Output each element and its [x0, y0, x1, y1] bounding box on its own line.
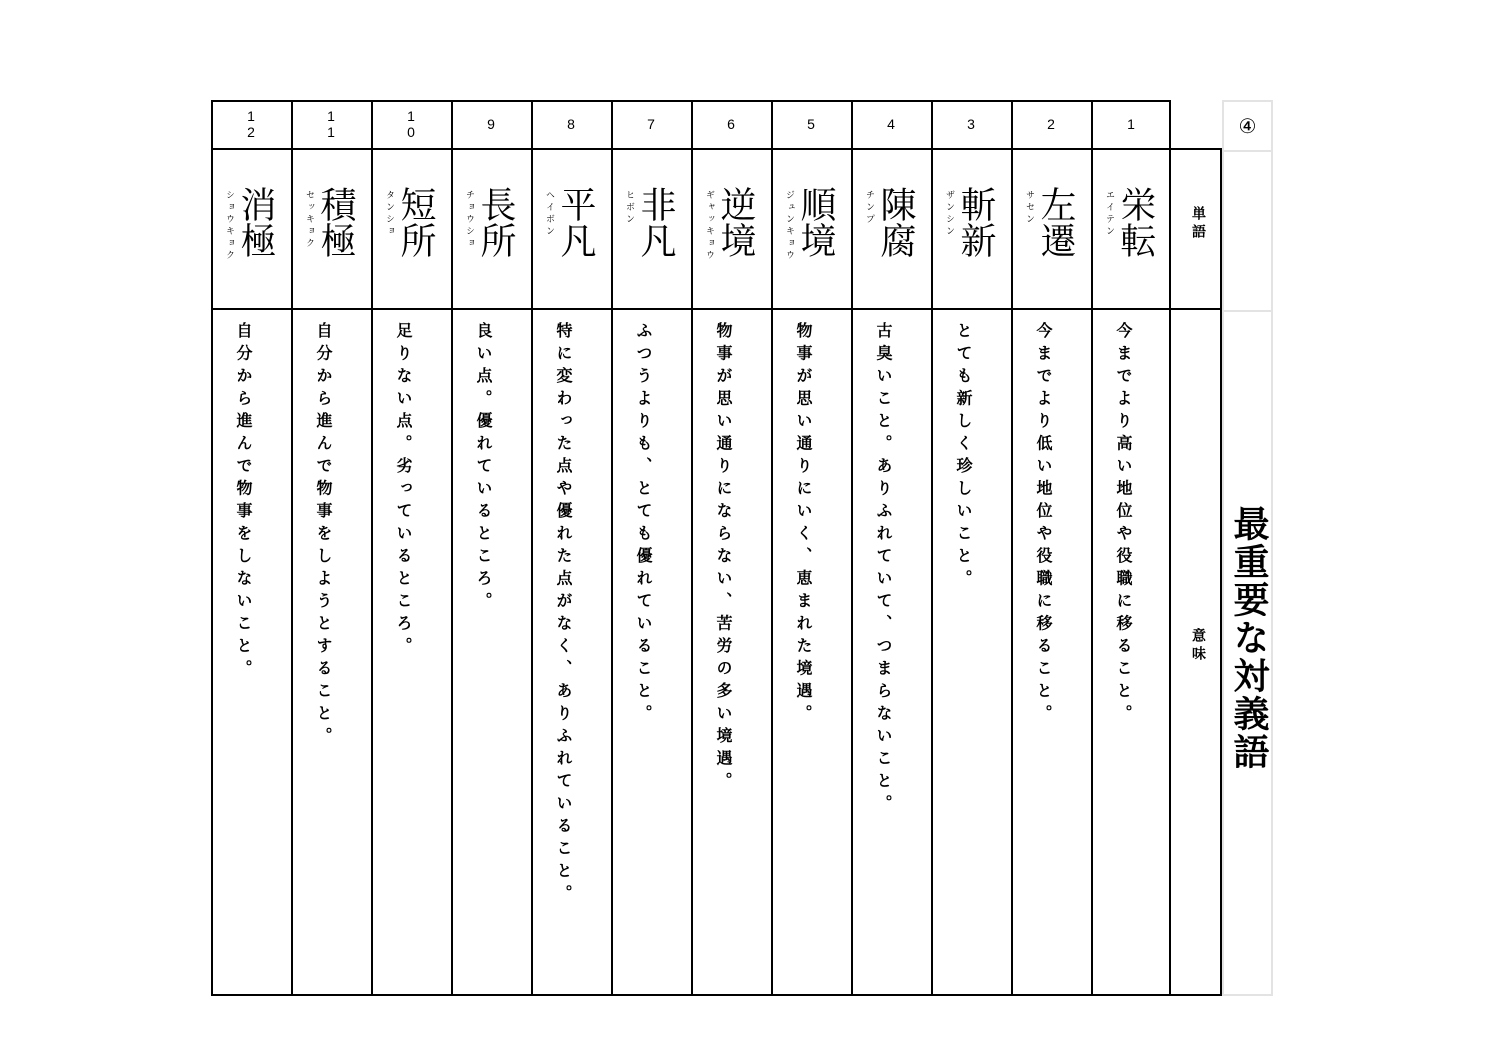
entry-reading: エイテン — [1104, 190, 1114, 238]
entry-reading: タンショ — [384, 190, 394, 238]
entry-column-11 — [291, 100, 371, 996]
grid-line — [931, 100, 933, 996]
entry-reading: ザンシン — [944, 190, 954, 238]
entry-kanji: 非凡 — [635, 186, 676, 258]
entry-number: 12 — [243, 108, 259, 140]
entry-meaning: 特に変わった点や優れた点がなく、ありふれていること。 — [554, 322, 573, 907]
entry-word-cell — [1011, 148, 1091, 310]
entry-word-cell — [931, 148, 1011, 310]
label-column — [1171, 100, 1222, 996]
entry-meaning-cell — [771, 310, 851, 996]
grid-line — [211, 100, 213, 996]
grid-line — [691, 100, 693, 996]
entry-meaning-cell — [291, 310, 371, 996]
entry-column-6 — [691, 100, 771, 996]
entry-column-9 — [451, 100, 531, 996]
entry-number-cell — [451, 100, 531, 148]
entry-meaning-cell — [451, 310, 531, 996]
entry-word-cell — [771, 148, 851, 310]
entry-word-cell — [851, 148, 931, 310]
grid-line — [451, 100, 453, 996]
entry-column-5 — [771, 100, 851, 996]
entry-number: 6 — [723, 116, 739, 132]
entry-reading: サセン — [1024, 190, 1034, 226]
entry-number-cell — [851, 100, 931, 148]
grid-line — [1091, 100, 1093, 996]
entry-meaning: 物事が思い通りにいく、恵まれた境遇。 — [794, 322, 813, 727]
entry-number-cell — [1091, 100, 1171, 148]
entry-kanji: 長所 — [475, 186, 516, 258]
entry-meaning-cell — [371, 310, 451, 996]
entry-number-cell — [931, 100, 1011, 148]
entry-kanji: 斬新 — [955, 186, 996, 258]
entry-reading: ギャッキョウ — [704, 190, 714, 262]
entry-meaning: 今までより低い地位や役職に移ること。 — [1034, 322, 1053, 727]
entry-kanji: 短所 — [395, 186, 436, 258]
entry-word-cell — [211, 148, 291, 310]
section-number: ④ — [1224, 102, 1271, 152]
entry-word-cell — [371, 148, 451, 310]
entry-meaning-cell — [211, 310, 291, 996]
entry-reading: セッキョク — [304, 190, 314, 250]
entry-meaning-cell — [851, 310, 931, 996]
entry-word-cell — [531, 148, 611, 310]
entry-number: 1 — [1123, 116, 1139, 132]
entry-meaning: 今までより高い地位や役職に移ること。 — [1114, 322, 1133, 727]
entry-kanji: 栄転 — [1115, 186, 1156, 258]
entry-number: 9 — [483, 116, 499, 132]
entry-number-cell — [531, 100, 611, 148]
entry-column-8 — [531, 100, 611, 996]
entry-meaning-cell — [531, 310, 611, 996]
entry-kanji: 積極 — [315, 186, 356, 258]
grid-line — [291, 100, 293, 996]
entry-meaning: 良い点。優れているところ。 — [474, 322, 493, 615]
entry-column-10 — [371, 100, 451, 996]
grid-line — [851, 100, 853, 996]
entry-column-4 — [851, 100, 931, 996]
entry-kanji: 左遷 — [1035, 186, 1076, 258]
entry-number-cell — [291, 100, 371, 148]
entry-column-1 — [1091, 100, 1171, 996]
entry-number: 2 — [1043, 116, 1059, 132]
grid-line — [531, 100, 533, 996]
entry-number: 10 — [403, 108, 419, 140]
entry-word-cell — [1091, 148, 1171, 310]
entry-meaning-cell — [1011, 310, 1091, 996]
entry-kanji: 順境 — [795, 186, 836, 258]
page-title: 最重要な対義語 — [1228, 505, 1269, 771]
entry-number: 7 — [643, 116, 659, 132]
grid-line — [211, 994, 1222, 996]
entry-kanji: 逆境 — [715, 186, 756, 258]
entry-number: 3 — [963, 116, 979, 132]
grid-line — [1011, 100, 1013, 996]
title-column — [1222, 100, 1273, 996]
entry-meaning: ふつうよりも、とても優れていること。 — [634, 322, 653, 727]
divider — [1224, 310, 1271, 312]
entry-word-cell — [611, 148, 691, 310]
word-label: 単語 — [1190, 206, 1206, 242]
entry-kanji: 平凡 — [555, 186, 596, 258]
entry-number-cell — [771, 100, 851, 148]
entry-number: 8 — [563, 116, 579, 132]
entry-number: 11 — [323, 108, 339, 140]
entry-kanji: 陳腐 — [875, 186, 916, 258]
entry-column-7 — [611, 100, 691, 996]
grid-line — [1169, 100, 1171, 996]
grid-line — [211, 100, 1171, 102]
grid-line — [611, 100, 613, 996]
entry-column-3 — [931, 100, 1011, 996]
entry-word-cell — [451, 148, 531, 310]
entry-number: 5 — [803, 116, 819, 132]
entry-meaning-cell — [931, 310, 1011, 996]
entry-word-cell — [291, 148, 371, 310]
entry-meaning-cell — [691, 310, 771, 996]
entry-meaning: 足りない点。劣っているところ。 — [394, 322, 413, 660]
entry-meaning: とても新しく珍しいこと。 — [954, 322, 973, 592]
entry-number: 4 — [883, 116, 899, 132]
grid-line — [211, 308, 1222, 310]
entry-word-cell — [691, 148, 771, 310]
entry-reading: チンプ — [864, 190, 874, 226]
entry-column-2 — [1011, 100, 1091, 996]
entry-reading: ジュンキョウ — [784, 190, 794, 262]
entry-meaning: 物事が思い通りにならない、苦労の多い境遇。 — [714, 322, 733, 795]
entry-meaning-cell — [1091, 310, 1171, 996]
entry-number-cell — [1011, 100, 1091, 148]
entry-reading: ヒボン — [624, 190, 634, 226]
entry-number-cell — [691, 100, 771, 148]
meaning-label: 意味 — [1190, 628, 1206, 664]
entry-meaning: 自分から進んで物事をしようとすること。 — [314, 322, 333, 750]
entry-number-cell — [611, 100, 691, 148]
entry-reading: チョウショ — [464, 190, 474, 250]
entry-reading: ショウキョク — [224, 190, 234, 262]
grid-line — [371, 100, 373, 996]
entry-kanji: 消極 — [235, 186, 276, 258]
entry-number-cell — [211, 100, 291, 148]
entry-meaning: 古臭いこと。ありふれていて、つまらないこと。 — [874, 322, 893, 817]
entry-number-cell — [371, 100, 451, 148]
grid-line — [771, 100, 773, 996]
grid-line — [211, 148, 1222, 150]
entry-meaning: 自分から進んで物事をしないこと。 — [234, 322, 253, 682]
entry-meaning-cell — [611, 310, 691, 996]
entry-column-12 — [211, 100, 291, 996]
entry-reading: ヘイボン — [544, 190, 554, 238]
